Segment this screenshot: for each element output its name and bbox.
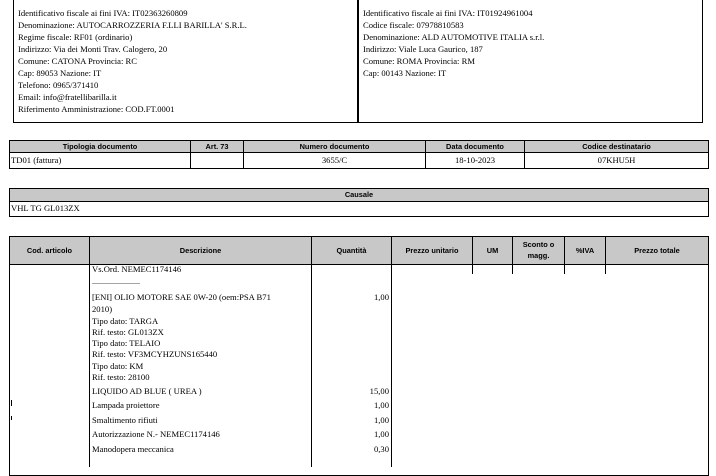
supplier-vat-id: Identificativo fiscale ai fini IVA: IT02363260809: [18, 8, 188, 18]
customer-city: Comune: ROMA Provincia: RM: [363, 56, 475, 66]
document-type: TD01 (fattura): [11, 155, 62, 165]
supplier-email[interactable]: Email: info@fratellibarilla.it: [18, 92, 117, 102]
col-recipient-code: Codice destinatario: [582, 142, 651, 151]
supplier-admin-ref: Riferimento Amministrazione: COD.FT.0001: [18, 104, 175, 114]
item-description: Smaltimento rifiuti: [92, 415, 158, 425]
item-quantity: 1,00: [373, 415, 389, 425]
item-description: Rif. testo: 28100: [92, 372, 150, 382]
list-item: Vs.Ord. NEMEC1174146: [92, 264, 182, 274]
customer-name: Denominazione: ALD AUTOMOTIVE ITALIA s.r.l.: [363, 32, 545, 42]
col-quantity: Quantità: [336, 246, 367, 255]
item-description: Tipo dato: KM: [92, 361, 144, 371]
supplier-cap: Cap: 89053 Nazione: IT: [18, 68, 102, 78]
customer-vat-id: Identificativo fiscale ai fini IVA: IT01924961004: [363, 8, 533, 18]
supplier-city: Comune: CATONA Provincia: RC: [18, 56, 137, 66]
row-marker: [11, 416, 12, 420]
item-quantity: 15,00: [369, 386, 389, 396]
col-document-type: Tipologia documento: [62, 142, 138, 151]
causale-header: Causale: [10, 189, 708, 202]
item-description: Manodopera meccanica: [92, 444, 174, 454]
item-quantity: 1,00: [373, 429, 389, 439]
item-quantity: 1,00: [373, 292, 389, 302]
item-quantity: 1,00: [373, 400, 389, 410]
item-description: Autorizzazione N.- NEMEC1174146: [92, 429, 220, 439]
item-quantity: 0,30: [373, 444, 389, 454]
col-description: Descrizione: [179, 246, 222, 255]
item-description: Rif. testo: GL013ZX: [92, 327, 164, 337]
customer-address: Indirizzo: Viale Luca Gaurico, 187: [363, 44, 483, 54]
item-description: Lampada proiettore: [92, 400, 160, 410]
causale-text: VHL TG GL013ZX: [11, 203, 80, 213]
col-document-number: Numero documento: [299, 142, 370, 151]
supplier-tax-regime: Regime fiscale: RF01 (ordinario): [18, 32, 133, 42]
document-number: 3655/C: [321, 155, 348, 165]
document-date: 18-10-2023: [454, 155, 496, 165]
list-item: ------------------------: [92, 281, 140, 287]
col-code: Cod. articolo: [26, 246, 73, 255]
col-art73: Art. 73: [205, 142, 229, 151]
col-discount-l2: magg.: [527, 251, 550, 260]
col-unit-price: Prezzo unitario: [405, 246, 459, 255]
col-vat: %IVA: [575, 246, 595, 255]
supplier-address: Indirizzo: Via dei Monti Trav. Calogero, 20: [18, 44, 168, 54]
supplier-name: Denominazione: AUTOCARROZZERIA F.LLI BARILLA' S.R.L.: [18, 20, 247, 30]
item-description: LIQUIDO AD BLUE ( UREA ): [92, 386, 202, 396]
col-total: Prezzo totale: [634, 246, 680, 255]
item-description: Rif. testo: VF3MCYHZUNS165440: [92, 349, 218, 359]
item-description: Tipo dato: TARGA: [92, 316, 159, 326]
customer-tax-code: Codice fiscale: 07978810583: [363, 20, 464, 30]
recipient-code: 07KHU5H: [597, 155, 636, 165]
col-um: UM: [486, 246, 499, 255]
row-marker: [11, 400, 12, 406]
supplier-phone: Telefono: 0965/371410: [18, 80, 99, 90]
item-description: 2010): [92, 304, 113, 314]
col-discount-l1: Sconto o: [522, 240, 555, 249]
customer-cap: Cap: 00143 Nazione: IT: [363, 68, 447, 78]
item-description: Tipo dato: TELAIO: [92, 338, 161, 348]
col-document-date: Data documento: [446, 142, 504, 151]
item-description: [ENI] OLIO MOTORE SAE 0W-20 (oem:PSA B71: [92, 292, 271, 302]
